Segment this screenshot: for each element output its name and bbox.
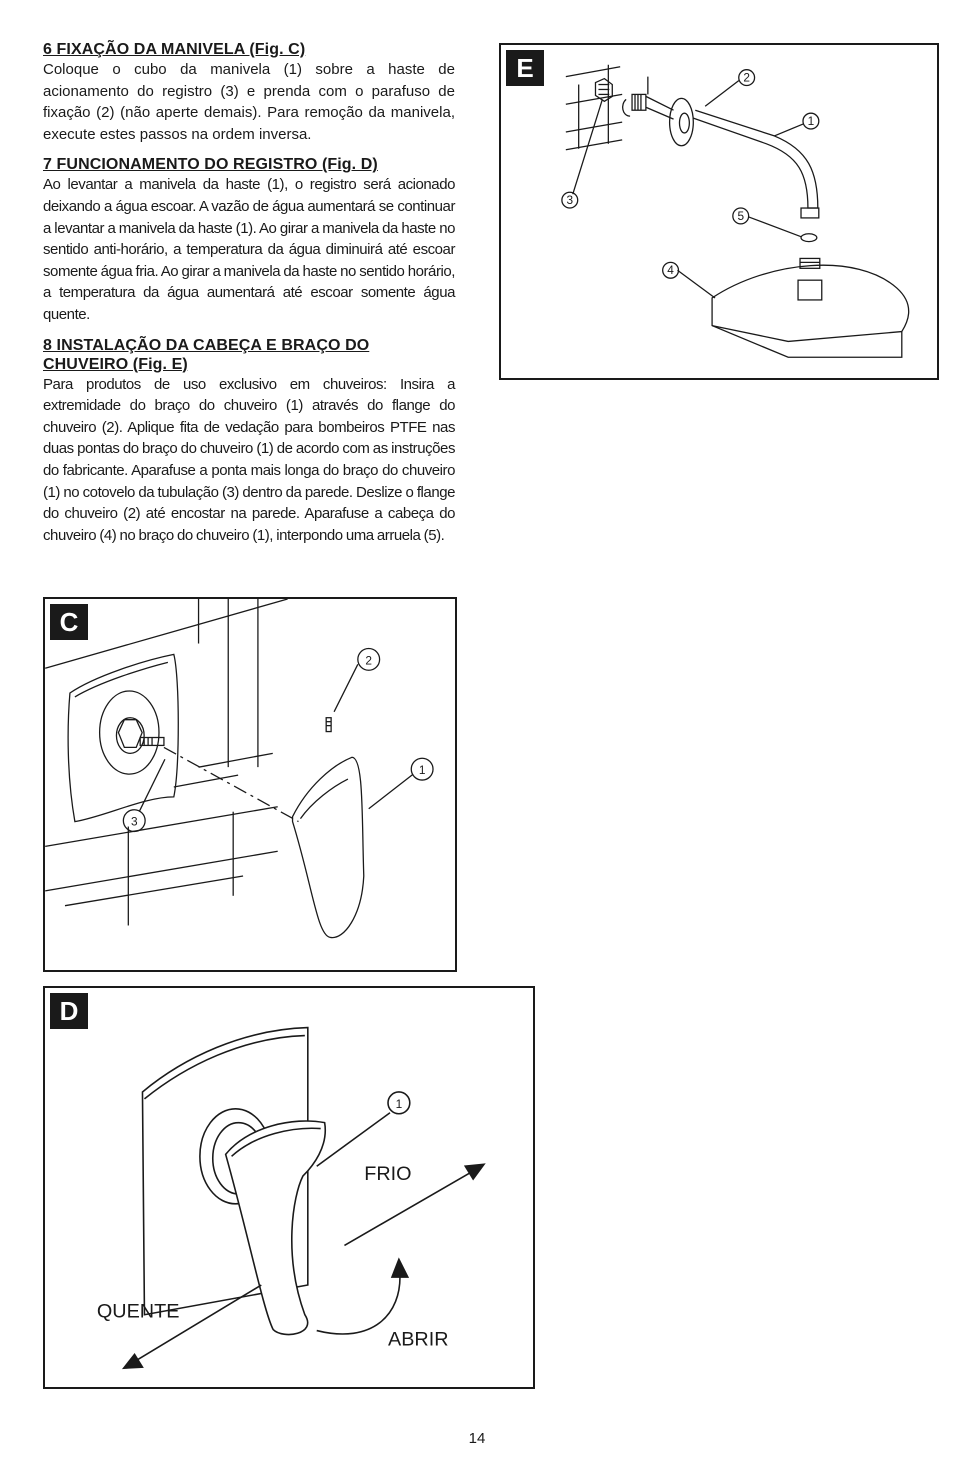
frio-label: FRIO	[364, 1163, 412, 1186]
section-8-title: 8 INSTALAÇÃO DA CABEÇA E BRAÇO DO CHUVEIRO (Fig. E)	[43, 336, 370, 373]
figure-d-label: D	[50, 993, 88, 1029]
callout-5: 5	[737, 208, 745, 223]
callout-4: 4	[667, 263, 674, 278]
figure-e-shower-arm	[499, 43, 939, 380]
leader-line	[317, 1113, 390, 1166]
section-7-body: Ao levantar a manivela da haste (1), o registro será acionado deixando a água escoar. A vazão de água aumentará se continuar a levantar a manivela da haste (1). Ao girar a manivela da haste no sentido anti-horário, a temperatura da água diminuirá até escoar somente água fria. Ao girar a manivela da haste no sentido horário, a temperatura da água aumentará até escoar somente água quente.	[43, 176, 455, 323]
quente-label: QUENTE	[96, 1300, 180, 1323]
handle-part	[293, 757, 364, 937]
callout-1: 1	[807, 114, 815, 129]
washer-part	[801, 234, 817, 242]
page-number: 14	[468, 1430, 486, 1447]
callout-2: 2	[365, 653, 373, 668]
escutcheon-plate-part	[68, 654, 178, 821]
callout-1: 1	[418, 763, 426, 778]
tile-wall-lines	[45, 599, 287, 925]
callout-circles	[562, 70, 819, 278]
section-7	[43, 155, 455, 325]
figure-c-drawing	[45, 599, 455, 970]
callout-2: 2	[743, 70, 750, 85]
callout-3: 3	[566, 193, 574, 208]
figure-d-drawing	[45, 988, 533, 1387]
section-6	[43, 40, 455, 145]
shower-head-part	[712, 258, 909, 357]
figure-e-label: E	[506, 50, 544, 86]
callout-circles	[123, 648, 433, 831]
callout-3: 3	[130, 814, 138, 829]
figure-e-drawing	[501, 45, 937, 378]
section-6-body: Coloque o cubo da manivela (1) sobre a haste de acionamento do registro (3) e prenda com o parafuso de fixação (2) (não aperte demais). Para remoção da manivela, execute estes passos na ordem inversa.	[43, 61, 455, 143]
section-8-body: Para produtos de uso exclusivo em chuveiros: Insira a extremidade do braço do chuveiro (1) através do flange do chuveiro (2). Aplique fita de vedação para bombeiros PTFE nas duas pontas do braço do chuveiro (1) de acordo com as instruções do fabricante. Aparafuse a ponta mais longa do braço do chuveiro (1) no cotovelo da tubulação (3) dentro da parede. Deslize o flange do chuveiro (2) até encostar na parede. Aparafuse a cabeça do chuveiro (4) no braço do chuveiro (1), interpondo uma arruela (5).	[43, 375, 455, 544]
callout-1: 1	[395, 1096, 403, 1111]
figure-d-handle-operation	[43, 986, 535, 1389]
set-screw-part	[326, 718, 331, 732]
section-8	[43, 336, 455, 547]
instructions-column	[43, 40, 455, 556]
figure-c-label: C	[50, 604, 88, 640]
section-6-title: 6 FIXAÇÃO DA MANIVELA (Fig. C)	[43, 41, 306, 58]
figure-c-handle-mounting	[43, 597, 457, 972]
leader-lines	[573, 81, 803, 298]
leader-lines	[139, 664, 413, 811]
handle-part	[226, 1121, 326, 1335]
arrow-abrir	[317, 1259, 408, 1334]
abrir-label: ABRIR	[388, 1328, 449, 1351]
section-7-title: 7 FUNCIONAMENTO DO REGISTRO (Fig. D)	[43, 156, 378, 174]
shower-arm-part	[623, 94, 819, 218]
